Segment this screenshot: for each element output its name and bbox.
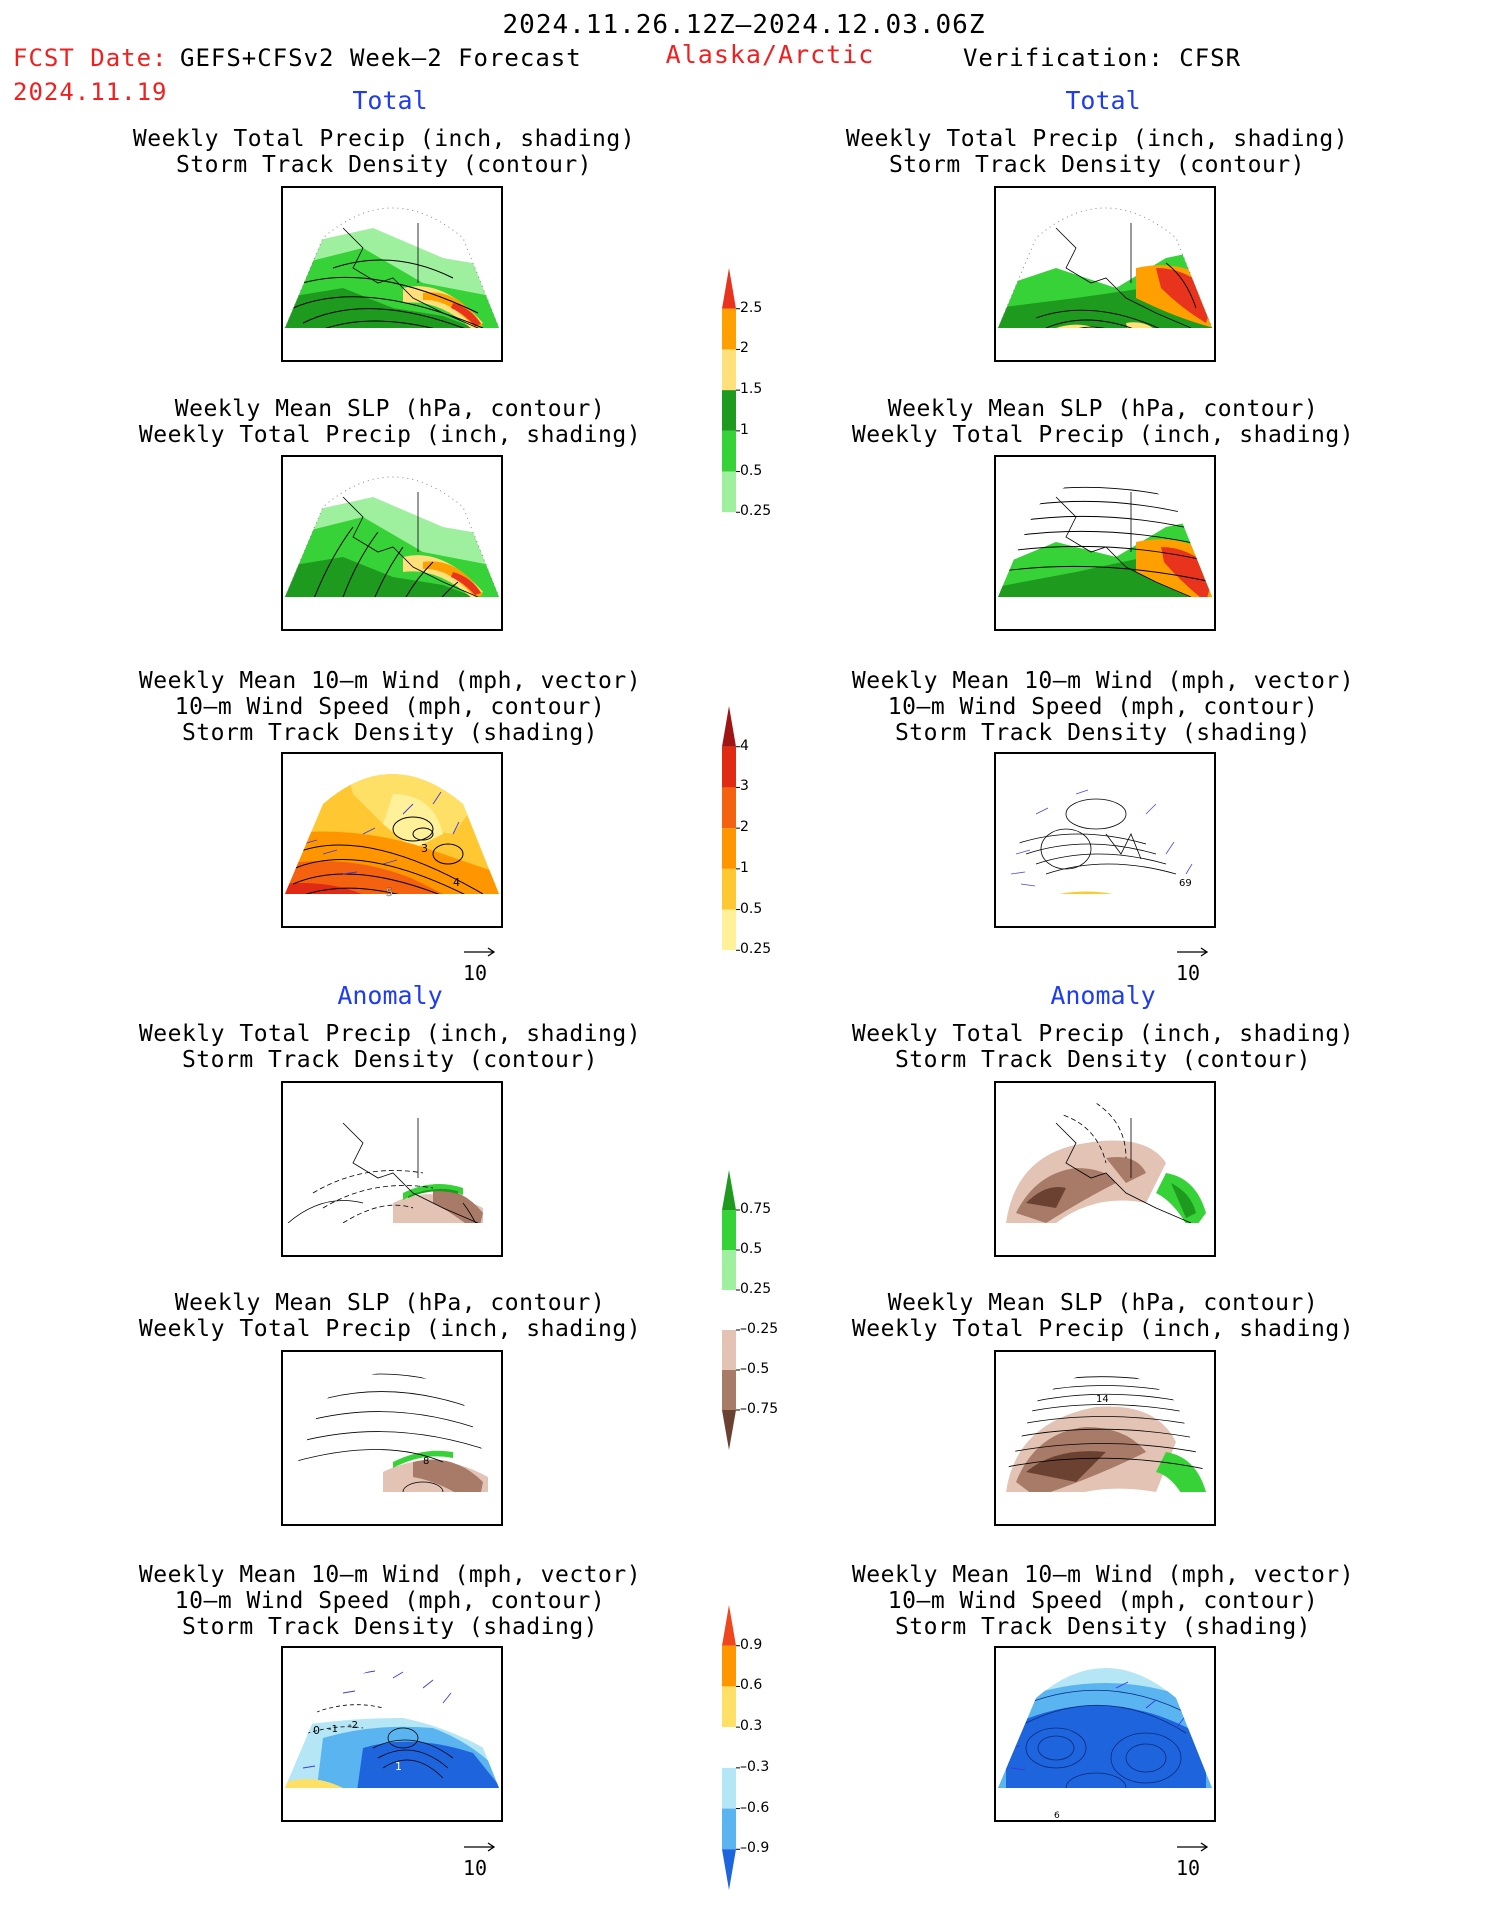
colorbar-label: 0.5 — [740, 1241, 763, 1257]
colorbar-label: 4 — [740, 737, 749, 754]
colorbar-segment — [722, 828, 736, 869]
panel-title-r1-line1: Weekly Total Precip (inch, shading) — [845, 126, 1349, 152]
colorbar-segment — [722, 1605, 736, 1646]
colorbar-label: –0.75 — [740, 1401, 779, 1417]
colorbar-storm-anom — [722, 1605, 802, 1890]
panel-title-l6-line2: 10–m Wind Speed (mph, contour) — [174, 1588, 606, 1614]
panel-title-r6-line2: 10–m Wind Speed (mph, contour) — [887, 1588, 1319, 1614]
map-l6-wind-anom — [281, 1646, 503, 1822]
colorbar-segment — [722, 910, 736, 951]
contour-label-l6-c: 0 — [313, 1724, 320, 1737]
colorbar-segment — [722, 472, 736, 513]
colorbar-label: –0.6 — [740, 1799, 770, 1816]
colorbar-segment — [722, 1686, 736, 1727]
map-r2-slp-precip — [994, 455, 1216, 631]
panel-title-r3 — [852, 668, 1354, 746]
panel-title-l1-line2: Storm Track Density (contour) — [175, 152, 593, 178]
colorbar-segment — [722, 1809, 736, 1850]
panel-title-r6-line1: Weekly Mean 10–m Wind (mph, vector) — [851, 1562, 1355, 1588]
vector-ref-l3-label: 10 — [463, 961, 488, 985]
panel-title-r4-line2: Storm Track Density (contour) — [894, 1047, 1312, 1073]
map-l4-precip-anom — [281, 1081, 503, 1257]
map-r6-wind-anom — [994, 1646, 1216, 1822]
section-anomaly-right: Anomaly — [1050, 981, 1156, 1010]
vector-ref-l6 — [462, 1840, 502, 1880]
colorbar-label: –0.5 — [740, 1361, 770, 1377]
section-anomaly-left: Anomaly — [337, 981, 443, 1010]
contour-label-l3-c: 3 — [421, 842, 428, 855]
panel-title-l6-line3: Storm Track Density (shading) — [181, 1614, 599, 1640]
contour-label-l5: 8 — [423, 1456, 430, 1467]
panel-title-l2 — [139, 396, 641, 448]
panel-title-r4 — [852, 1021, 1354, 1073]
panel-title-r1 — [846, 126, 1348, 178]
region-name: Alaska/Arctic — [665, 40, 875, 69]
colorbar-label: 0.5 — [740, 900, 763, 917]
colorbar-label: –0.9 — [740, 1840, 770, 1857]
panel-title-r5-line1: Weekly Mean SLP (hPa, contour) — [887, 1290, 1319, 1316]
map-l3-wind-storm — [281, 752, 503, 928]
map-r4-precip-anom — [994, 1081, 1216, 1257]
fcst-date-label: FCST Date: — [13, 44, 168, 72]
panel-title-l4 — [139, 1021, 641, 1073]
colorbar-label: 2 — [740, 819, 749, 836]
model-name: GEFS+CFSv2 Week–2 Forecast — [180, 44, 582, 72]
panel-title-r2-line1: Weekly Mean SLP (hPa, contour) — [887, 396, 1319, 422]
vector-ref-r6 — [1175, 1840, 1215, 1880]
panel-title-l3-line3: Storm Track Density (shading) — [181, 720, 599, 746]
colorbar-segment — [722, 512, 736, 553]
colorbar-label: 1 — [740, 421, 749, 438]
panel-title-l2-line1: Weekly Mean SLP (hPa, contour) — [174, 396, 606, 422]
panel-title-r4-line1: Weekly Total Precip (inch, shading) — [851, 1021, 1355, 1047]
map-r1-precip-storm — [994, 186, 1216, 362]
map-r5-slp-anom — [994, 1350, 1216, 1526]
colorbar-segment — [722, 706, 736, 747]
contour-label-l6-e: -2 — [348, 1720, 358, 1731]
contour-label-l6-d: -1 — [328, 1724, 338, 1735]
colorbar-segment — [722, 1370, 736, 1410]
contour-label-l6-b: 0 — [395, 1786, 402, 1799]
colorbar-segment — [722, 1290, 736, 1330]
panel-title-r2 — [852, 396, 1354, 448]
colorbar-label: 0.3 — [740, 1718, 763, 1735]
vector-ref-r3-label: 10 — [1176, 961, 1201, 985]
colorbar-label: 0.25 — [740, 1281, 772, 1297]
vector-ref-r3 — [1175, 945, 1215, 985]
colorbar-precip-anom — [722, 1170, 802, 1450]
colorbar-label: 0.5 — [740, 462, 763, 479]
panel-title-l3-line2: 10–m Wind Speed (mph, contour) — [174, 694, 606, 720]
colorbar-segment — [722, 1170, 736, 1210]
colorbar-segment — [722, 1330, 736, 1370]
contour-label-r3: 69 — [1179, 878, 1192, 889]
vector-ref-r6-label: 10 — [1176, 1856, 1201, 1880]
fcst-date: 2024.11.19 — [13, 78, 168, 106]
panel-title-l1-line1: Weekly Total Precip (inch, shading) — [132, 126, 636, 152]
panel-title-r2-line2: Weekly Total Precip (inch, shading) — [851, 422, 1355, 448]
section-total-left: Total — [352, 86, 428, 115]
panel-title-l4-line2: Storm Track Density (contour) — [181, 1047, 599, 1073]
colorbar-segment — [722, 1849, 736, 1890]
panel-title-l2-line2: Weekly Total Precip (inch, shading) — [138, 422, 642, 448]
colorbar-segment — [722, 349, 736, 390]
panel-title-r5 — [852, 1290, 1354, 1342]
panel-title-l1 — [133, 126, 635, 178]
colorbar-label: 1 — [740, 859, 749, 876]
colorbar-segment — [722, 1250, 736, 1290]
contour-label-r5: 14 — [1096, 1394, 1109, 1405]
colorbar-label: 2.5 — [740, 299, 763, 316]
colorbar-segment — [722, 431, 736, 472]
panel-title-l4-line1: Weekly Total Precip (inch, shading) — [138, 1021, 642, 1047]
panel-title-l3 — [139, 668, 641, 746]
panel-title-r6-line3: Storm Track Density (shading) — [894, 1614, 1312, 1640]
colorbar-label: 1.5 — [740, 381, 763, 398]
verification-label: Verification: CFSR — [962, 44, 1242, 72]
contour-label-r6: 6 — [1054, 1811, 1060, 1820]
map-l5-slp-anom — [281, 1350, 503, 1526]
panel-title-r5-line2: Weekly Total Precip (inch, shading) — [851, 1316, 1355, 1342]
colorbar-segment — [722, 869, 736, 910]
colorbar-segment — [722, 950, 736, 991]
panel-title-r6 — [852, 1562, 1354, 1640]
colorbar-segment — [722, 1410, 736, 1450]
colorbar-segment — [722, 1768, 736, 1809]
contour-label-l3-b: 4 — [453, 876, 460, 889]
panel-title-r1-line2: Storm Track Density (contour) — [888, 152, 1306, 178]
panel-title-l6-line1: Weekly Mean 10–m Wind (mph, vector) — [138, 1562, 642, 1588]
period-title: 2024.11.26.12Z–2024.12.03.06Z — [502, 10, 986, 40]
colorbar-label: 0.25 — [740, 941, 772, 958]
colorbar-segment — [722, 1727, 736, 1768]
colorbar-label: –0.3 — [740, 1758, 770, 1775]
panel-title-l5-line1: Weekly Mean SLP (hPa, contour) — [174, 1290, 606, 1316]
panel-title-l6 — [139, 1562, 641, 1640]
colorbar-segment — [722, 787, 736, 828]
colorbar-label: 0.6 — [740, 1677, 763, 1694]
panel-title-r3-line3: Storm Track Density (shading) — [894, 720, 1312, 746]
vector-ref-l3 — [462, 945, 502, 985]
section-total-right: Total — [1065, 86, 1141, 115]
colorbar-precip-total — [722, 268, 802, 553]
panel-title-r3-line2: 10–m Wind Speed (mph, contour) — [887, 694, 1319, 720]
colorbar-label: 3 — [740, 778, 749, 795]
panel-title-l5 — [139, 1290, 641, 1342]
map-l1-precip-storm — [281, 186, 503, 362]
map-l2-slp-precip — [281, 455, 503, 631]
contour-label-l3-a: 5 — [386, 886, 393, 899]
contour-label-l6-a: 1 — [395, 1760, 402, 1773]
colorbar-segment — [722, 268, 736, 309]
map-r3-wind-storm — [994, 752, 1216, 928]
colorbar-segment — [722, 747, 736, 788]
colorbar-storm-total — [722, 706, 802, 991]
colorbar-label: 2 — [740, 340, 749, 357]
colorbar-segment — [722, 309, 736, 350]
colorbar-segment — [722, 1646, 736, 1687]
colorbar-label: 0.9 — [740, 1636, 763, 1653]
panel-title-l3-line1: Weekly Mean 10–m Wind (mph, vector) — [138, 668, 642, 694]
colorbar-label: –0.25 — [740, 1321, 779, 1337]
panel-title-l5-line2: Weekly Total Precip (inch, shading) — [138, 1316, 642, 1342]
colorbar-segment — [722, 1210, 736, 1250]
vector-ref-l6-label: 10 — [463, 1856, 488, 1880]
colorbar-label: 0.75 — [740, 1201, 772, 1217]
colorbar-segment — [722, 390, 736, 431]
panel-title-r3-line1: Weekly Mean 10–m Wind (mph, vector) — [851, 668, 1355, 694]
colorbar-label: 0.25 — [740, 503, 772, 520]
